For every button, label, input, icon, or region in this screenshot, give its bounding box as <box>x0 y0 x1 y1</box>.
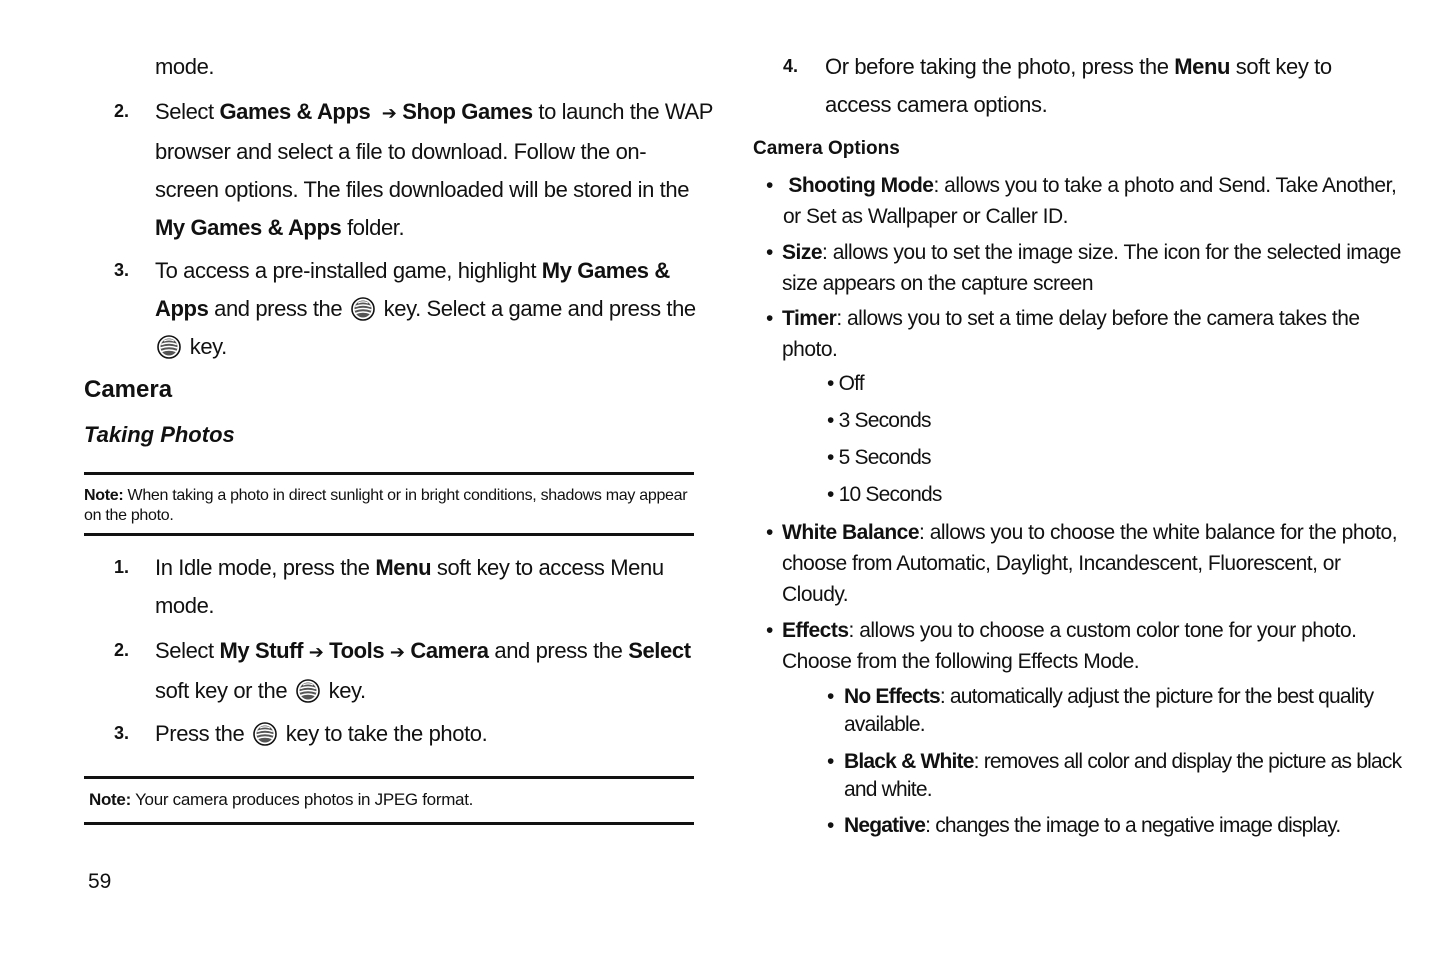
bullet: • <box>827 814 834 837</box>
step-number: 1. <box>114 557 130 577</box>
bullet: • <box>827 685 834 708</box>
globe-key-icon <box>253 722 277 746</box>
note-divider <box>84 533 694 536</box>
subsection-heading: Taking Photos <box>84 422 235 447</box>
timer-value: • Off <box>827 372 864 395</box>
section-heading: Camera <box>84 376 173 403</box>
step-number: 3. <box>114 723 130 743</box>
note: Note: When taking a photo in direct sunlight or in bright conditions, shadows may appear on the photo. <box>84 487 688 524</box>
bullet: • <box>766 521 773 544</box>
intro-continuation: mode. <box>155 54 215 79</box>
globe-key-icon <box>157 335 181 359</box>
globe-key-icon <box>351 297 375 321</box>
timer-value: • 10 Seconds <box>827 483 942 506</box>
step-number: 4. <box>783 56 799 76</box>
arrow-icon: ➔ <box>308 642 324 663</box>
bullet: • <box>766 174 773 197</box>
bullet: • <box>827 750 834 773</box>
arrow-icon: ➔ <box>389 642 405 663</box>
note-divider <box>84 822 694 825</box>
bullet: • <box>766 307 773 330</box>
timer-value: • 3 Seconds <box>827 409 931 432</box>
camera-options-heading: Camera Options <box>753 138 900 159</box>
step-number: 2. <box>114 101 130 121</box>
bullet: • <box>766 619 773 642</box>
step-number: 2. <box>114 640 130 660</box>
globe-key-icon <box>296 679 320 703</box>
note-divider <box>84 776 694 779</box>
note: Note: Your camera produces photos in JPEG format. <box>89 790 474 809</box>
timer-value: • 5 Seconds <box>827 446 931 469</box>
step-number: 3. <box>114 260 130 280</box>
page-number: 59 <box>88 870 112 893</box>
note-divider <box>84 472 694 475</box>
bullet: • <box>766 241 773 264</box>
arrow-icon: ➔ <box>381 103 397 124</box>
